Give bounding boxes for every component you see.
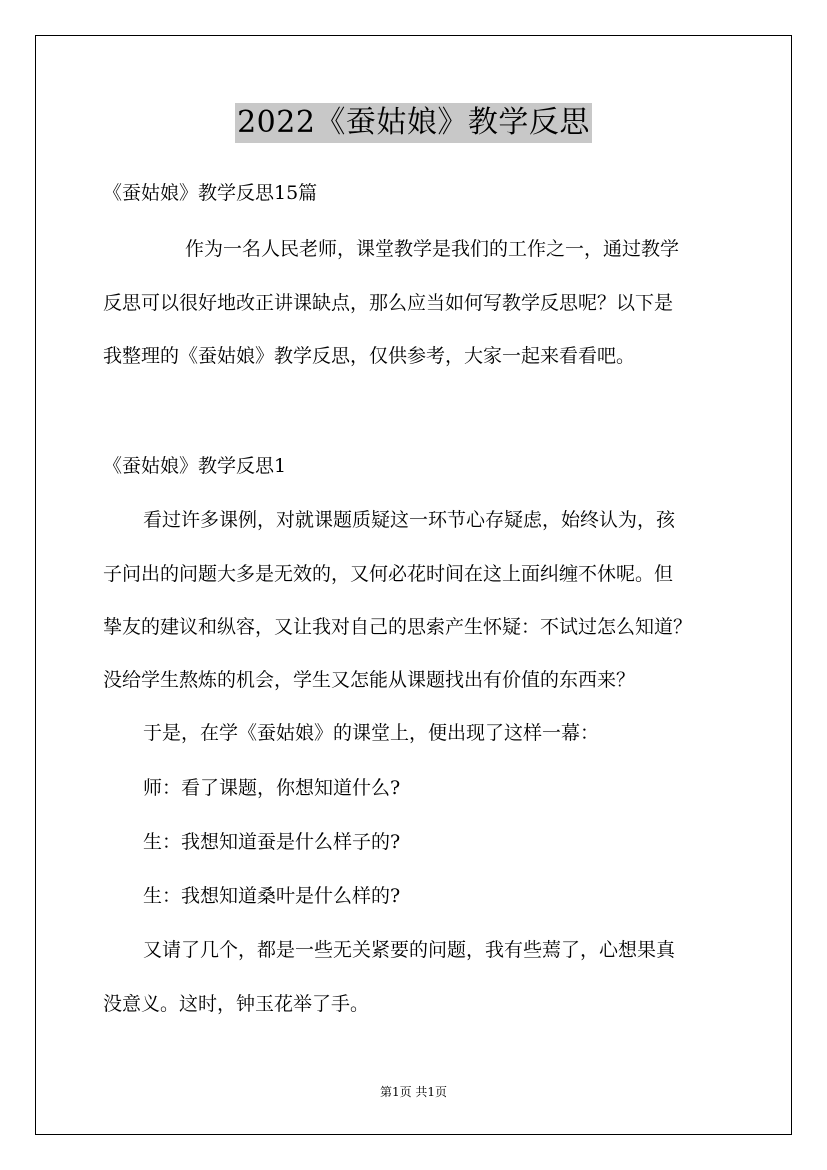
page-number: 第1页 共1页 xyxy=(379,1085,448,1099)
section-heading: 《蚕姑娘》教学反思1 xyxy=(103,455,287,477)
intro-line-2: 反思可以很好地改正讲课缺点，那么应当如何写教学反思呢？以下是 xyxy=(103,292,674,314)
title-container xyxy=(0,103,827,143)
intro-line-3: 我整理的《蚕姑娘》教学反思，仅供参考，大家一起来看看吧。 xyxy=(103,345,636,367)
body-line-5: 于是，在学《蚕姑娘》的课堂上，便出现了这样一幕： xyxy=(143,722,600,744)
body-line-9: 又请了几个，都是一些无关紧要的问题，我有些蔫了，心想果真 xyxy=(143,939,676,961)
body-line-4: 没给学生熬炼的机会，学生又怎能从课题找出有价值的东西来？ xyxy=(103,669,636,691)
document-subtitle: 《蚕姑娘》教学反思15篇 xyxy=(103,182,318,204)
body-line-10: 没意义。这时，钟玉花举了手。 xyxy=(103,993,370,1015)
body-line-1: 看过许多课例，对就课题质疑这一环节心存疑虑，始终认为，孩 xyxy=(143,509,676,531)
dialogue-teacher: 师：看了课题，你想知道什么? xyxy=(143,777,401,799)
document-title: 2022《蚕姑娘》教学反思 xyxy=(235,103,592,143)
body-line-3: 挚友的建议和纵容，又让我对自己的思索产生怀疑：不试过怎么知道？ xyxy=(103,616,693,638)
dialogue-student-2: 生：我想知道桑叶是什么样的? xyxy=(143,885,401,907)
body-line-2: 子问出的问题大多是无效的，又何必花时间在这上面纠缠不休呢。但 xyxy=(103,563,674,585)
intro-line-1: 作为一名人民老师，课堂教学是我们的工作之一，通过教学 xyxy=(185,238,680,260)
dialogue-student-1: 生：我想知道蚕是什么样子的? xyxy=(143,831,401,853)
